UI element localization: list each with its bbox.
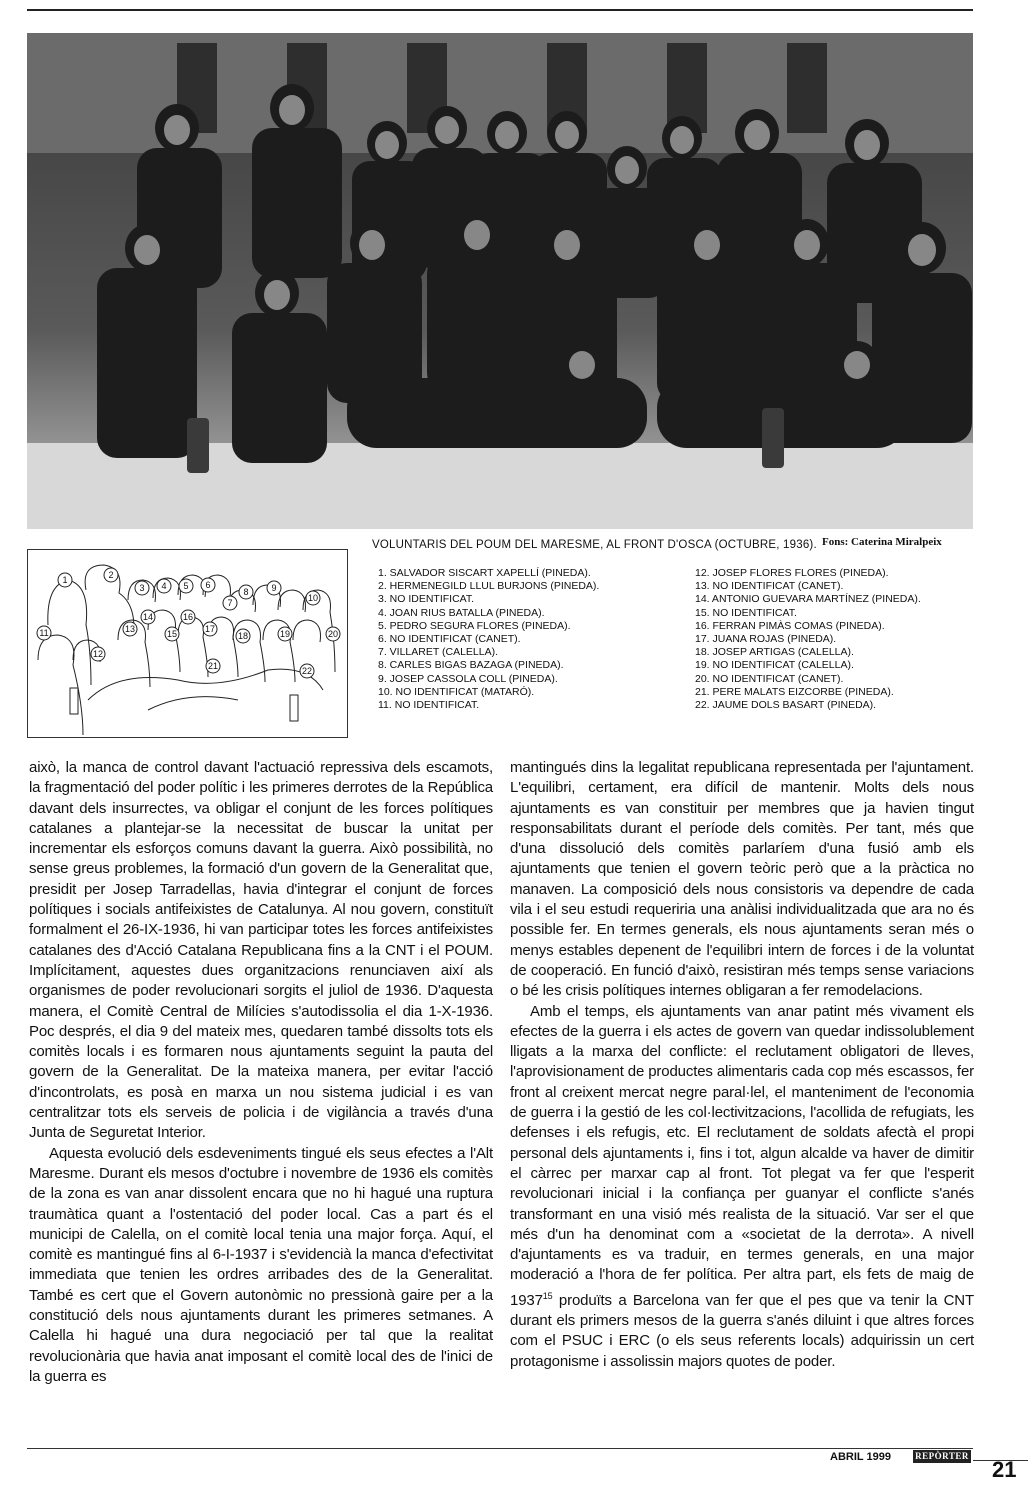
list-item: 14. ANTONIO GUEVARA MARTÍNEZ (PINEDA). [695,593,921,606]
photograph-illustration [27,33,973,529]
article-column-right [510,758,974,1372]
key-number: 12 [92,649,104,659]
list-item: 21. PERE MALATS EIZCORBE (PINEDA). [695,685,894,698]
photo-caption: VOLUNTARIS DEL POUM DEL MARESME, AL FRONT D'OSCA (OCTUBRE, 1936). [372,539,817,551]
key-number: 2 [108,570,114,580]
key-number: 4 [161,581,167,591]
list-item: 10. NO IDENTIFICAT (MATARÓ). [378,685,535,698]
list-item: 9. JOSEP CASSOLA COLL (PINEDA). [378,672,558,685]
key-number: 19 [279,629,291,639]
key-number: 20 [327,629,339,639]
list-item: 4. JOAN RIUS BATALLA (PINEDA). [378,606,545,619]
article-paragraph [510,1002,974,1372]
list-item: 11. NO IDENTIFICAT. [378,699,480,712]
key-number: 15 [166,629,178,639]
key-number: 17 [204,624,216,634]
article-paragraph: això, la manca de control davant l'actuació repressiva dels escamots, la fragmentació del poder polític i les primeres derrotes de la República davant dels insurrectes, va obligar el conjunt de les forces polítiques catalanes a plantejar-se la necessitat de buscar la unitat per incrementar els esforços comuns davant la guerra. Això possibilità, no sense greus problemes, la formació d'un govern de la Generalitat que, presidit per Josep Tarradellas, havia d'integrar el conjunt de forces polítiques i socials antifeixistes de Catalunya. Al nou govern, constituït formalment el 26-IX-1936, hi van participar totes les forces antifeixistes catalanes des d'Acció Catalana Republicana fins a la CNT i el POUM. Implícitament, aquestes dues organitzacions renunciaven així als organismes de poder revolucionari sorgits el juliol de 1936. D'aquesta manera, el Comitè Central de Milícies s'autodissolia el dia 1-X-1936. Poc després, el dia 9 del mateix mes, quedaren també dissolts tots els comitès locals i es formaren nous ajuntaments seguint la pauta del govern de la Generalitat. De la mateixa manera, per evitar l'acció d'incontrolats, es posà en marxa un nou sistema judicial i es van centralitzar tots els serveis de policia i de vigilància a través d'una Junta de Seguretat Interior. [29,759,493,1142]
list-item: 7. VILLARET (CALELLA). [378,646,499,659]
key-number: 6 [205,580,211,590]
top-rule [27,9,973,11]
key-number: 21 [207,661,219,671]
footnote-reference[interactable]: 15 [542,1290,553,1301]
paragraph-text: Amb el temps, els ajuntaments van anar patint més vivament els efectes de la guerra i els actes de govern van quedar indissolublement lligats a la marxa del conflicte: el reclutament obligatori de lleves, l'aprovisionament de productes alimentaris cada cop més escassos, fer front al creixent mercat negre paral·lel, el manteniment de l'economia de guerra i la gestió de les col·lectivitzacions, l'acollida de refugiats, les defenses i els refugis, etc. El reclutament de soldats afectà el propi personal dels ajuntaments i, fins i tot, algun alcalde va haver de dimitir el càrrec per marxar cap al front. Tot plegat va fer que l'esperit revolucionari inicial i la confiança per guanyar el conflicte s'anés transformant en una visió més realista de la situació. Var ser el que més d'un ha denominat com a «societat de la derrota». A nivell d'ajuntaments es va traduir, en termes generals, en una major moderació a l'hora de fer política. Per altra part, els fets de maig de 1937 [510,1002,974,1309]
list-item: 18. JOSEP ARTIGAS (CALELLA). [695,646,854,659]
list-item: 22. JAUME DOLS BASART (PINEDA). [695,699,877,712]
article-paragraph: mantingués dins la legalitat republicana representada per l'ajuntament. L'equilibri, certament, era difícil de mantenir. Molts dels nous ajuntaments es van constituir per membres que ja havien tingut responsabilitats durant el període dels comitès. Per tant, més que d'una dissolució dels comitès parlaríem d'una fusió amb els ajuntaments que tenien el govern teòric però que a la pràctica no manaven. La composició dels nous consistoris va dependre de cada vila i el seu estudi requeriria una anàlisi individualitzada que ara no és possible fer. En termes generals, els nous ajuntaments seran més o menys estables depenent de l'equilibri intern de forces i de la voluntat de cooperació. En funció d'això, resistiran més temps sense variacions o bé les crisis polítiques internes obligaran a fer remodelacions. [510,759,974,1000]
list-item: 5. PEDRO SEGURA FLORES (PINEDA). [378,619,571,632]
photo-credit: Fons: Caterina Miralpeix [822,536,942,548]
list-item: 8. CARLES BIGAS BAZAGA (PINEDA). [378,659,564,672]
bottom-rule [27,1448,973,1449]
list-item: 19. NO IDENTIFICAT (CALELLA). [695,659,854,672]
list-item: 13. NO IDENTIFICAT (CANET). [695,580,844,593]
key-number: 16 [182,612,194,622]
page-number: 21 [992,1457,1017,1482]
names-list-left [378,567,599,712]
key-number: 5 [183,581,189,591]
paragraph-text: produïts a Barcelona van fer que el pes que va tenir la CNT durant els primers mesos de la guerra s'anés diluint i que altres forces com el PSUC i ERC (o els seus referents locals) adquirissin un cert protagonisme i assolissin majors quotes de poder. [510,1291,974,1370]
key-number: 18 [237,631,249,641]
key-number: 10 [307,593,319,603]
identification-key-diagram [27,549,348,738]
list-item: 6. NO IDENTIFICAT (CANET). [378,633,521,646]
magazine-logo: REPÒRTER [913,1450,971,1463]
key-number: 7 [227,598,233,608]
key-number: 11 [39,628,49,638]
key-number: 14 [142,612,154,622]
list-item: 2. HERMENEGILD LLUL BURJONS (PINEDA). [378,580,600,593]
key-number: 13 [124,624,136,634]
list-item: 1. SALVADOR SISCART XAPELLÍ (PINEDA). [378,567,591,579]
key-number: 9 [271,583,277,593]
key-number: 3 [139,583,145,593]
article-column-left [29,758,493,1387]
issue-date: ABRIL 1999 [830,1451,891,1463]
key-number: 8 [243,587,249,597]
group-photograph [27,33,973,529]
names-list-right [695,567,921,712]
key-number: 1 [62,575,68,585]
list-item: 3. NO IDENTIFICAT. [378,593,475,606]
list-item: 15. NO IDENTIFICAT. [695,606,797,619]
list-item: 12. JOSEP FLORES FLORES (PINEDA). [695,567,889,579]
list-item: 20. NO IDENTIFICAT (CANET). [695,672,844,685]
list-item: 17. JUANA ROJAS (PINEDA). [695,633,837,646]
key-number: 22 [301,666,313,676]
article-paragraph: Aquesta evolució dels esdeveniments tingué els seus efectes a l'Alt Maresme. Durant els mesos d'octubre i novembre de 1936 els comitès de la zona es van anar dissolent encara que no hi hagué una ruptura traumàtica quant a l'ostentació del poder local. Cas a part és el municipi de Calella, on el comitè local tenia una major força. Aquí, el comitè es mantingué fins al 6-I-1937 i s'evidencià la manca d'efectivitat immediata que tenien les ordres arribades des de la Generalitat. També es cert que el Govern autonòmic no pressionà gaire per a la constitució dels nous ajuntaments durant les primeres setmanes. A Calella hi hagué una dura negociació per tal que la realitat revolucionària que havia anat imposant el comitè local des de l'inici de la guerra es [29,1144,493,1385]
list-item: 16. FERRAN PIMÀS COMAS (PINEDA). [695,619,885,632]
